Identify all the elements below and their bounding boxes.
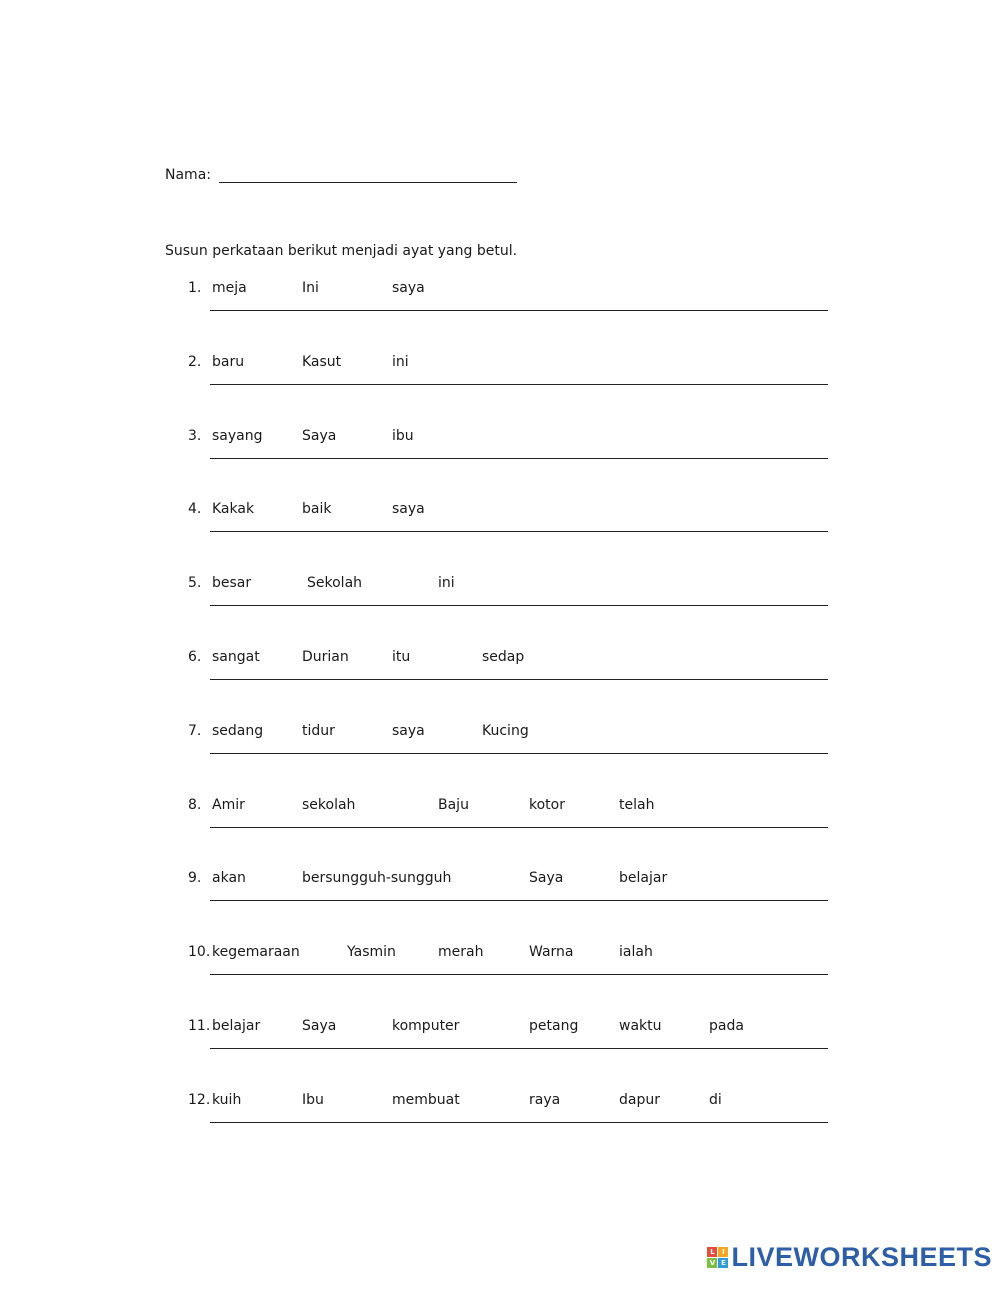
question-item — [0, 1018, 1000, 1058]
answer-line[interactable] — [210, 753, 828, 754]
scrambled-word: kegemaraan — [212, 944, 300, 961]
scrambled-word: ibu — [392, 427, 414, 444]
logo-block: I — [718, 1247, 728, 1257]
scrambled-word: pada — [709, 1018, 744, 1034]
scrambled-word: meja — [212, 280, 247, 296]
scrambled-word: Saya — [302, 1018, 337, 1034]
scrambled-word: Amir — [212, 796, 245, 813]
scrambled-word: ini — [392, 353, 409, 370]
scrambled-word: kotor — [529, 796, 565, 813]
scrambled-word: Yasmin — [347, 944, 396, 961]
scrambled-word: dapur — [619, 1091, 660, 1108]
question-item — [0, 797, 1000, 837]
scrambled-word: Durian — [302, 649, 349, 665]
answer-line[interactable] — [210, 900, 828, 901]
scrambled-word: sayang — [212, 427, 263, 444]
question-number: 10. — [188, 944, 211, 961]
scrambled-word: belajar — [212, 1018, 261, 1034]
logo-blocks-icon — [707, 1247, 728, 1268]
scrambled-word: telah — [619, 796, 655, 813]
scrambled-word: sangat — [212, 649, 260, 665]
scrambled-word: Ini — [302, 280, 319, 296]
scrambled-word: sekolah — [302, 796, 356, 813]
scrambled-word: baru — [212, 353, 245, 370]
answer-line[interactable] — [210, 1048, 828, 1049]
scrambled-word: komputer — [392, 1018, 460, 1034]
name-label: Nama: — [165, 167, 211, 183]
scrambled-word: Kasut — [302, 353, 342, 370]
scrambled-word: tidur — [302, 722, 335, 739]
question-item — [0, 1092, 1000, 1132]
scrambled-word: sedap — [482, 649, 525, 665]
question-number: 1. — [188, 280, 202, 296]
name-row — [165, 166, 517, 183]
question-number: 9. — [188, 870, 202, 887]
question-number: 12. — [188, 1091, 211, 1108]
question-number: 3. — [188, 427, 202, 444]
question-item — [0, 280, 1000, 320]
scrambled-word: kuih — [212, 1091, 242, 1108]
logo-block: E — [718, 1258, 728, 1268]
scrambled-word: saya — [392, 280, 425, 296]
question-number: 11. — [188, 1018, 211, 1034]
scrambled-word: baik — [302, 501, 332, 518]
question-number: 6. — [188, 649, 202, 665]
scrambled-word: raya — [529, 1091, 561, 1108]
logo-block: L — [707, 1247, 717, 1257]
liveworksheets-logo — [707, 1242, 992, 1273]
scrambled-word: akan — [212, 870, 246, 887]
scrambled-word: petang — [529, 1018, 579, 1034]
answer-line[interactable] — [210, 974, 828, 975]
scrambled-word: Kakak — [212, 501, 255, 518]
scrambled-word: belajar — [619, 870, 668, 887]
answer-line[interactable] — [210, 384, 828, 385]
instruction-text: Susun perkataan berikut menjadi ayat yang betul. — [165, 243, 518, 259]
scrambled-word: besar — [212, 575, 252, 592]
scrambled-word: waktu — [619, 1018, 662, 1034]
name-input-line[interactable] — [219, 166, 517, 183]
answer-line[interactable] — [210, 679, 828, 680]
scrambled-word: Kucing — [482, 722, 529, 739]
answer-line[interactable] — [210, 1122, 828, 1123]
scrambled-word: Ibu — [302, 1091, 324, 1108]
question-item — [0, 944, 1000, 984]
question-number: 4. — [188, 501, 202, 518]
question-number: 2. — [188, 353, 202, 370]
logo-text: LIVEWORKSHEETS — [731, 1242, 992, 1272]
question-item — [0, 428, 1000, 468]
answer-line[interactable] — [210, 605, 828, 606]
logo-block: V — [707, 1258, 717, 1268]
scrambled-word: Saya — [302, 427, 337, 444]
scrambled-word: ini — [438, 575, 455, 592]
scrambled-word: Sekolah — [307, 575, 363, 592]
answer-line[interactable] — [210, 827, 828, 828]
question-item — [0, 870, 1000, 910]
scrambled-word: ialah — [619, 944, 653, 961]
scrambled-word: Baju — [438, 796, 469, 813]
answer-line[interactable] — [210, 310, 828, 311]
scrambled-word: Saya — [529, 870, 564, 887]
scrambled-word: saya — [392, 501, 425, 518]
question-number: 8. — [188, 796, 202, 813]
answer-line[interactable] — [210, 531, 828, 532]
scrambled-word: itu — [392, 649, 411, 665]
answer-line[interactable] — [210, 458, 828, 459]
question-item — [0, 354, 1000, 394]
scrambled-word: membuat — [392, 1091, 460, 1108]
question-item — [0, 723, 1000, 763]
question-item — [0, 575, 1000, 615]
question-item — [0, 649, 1000, 689]
scrambled-word: sedang — [212, 722, 264, 739]
question-number: 7. — [188, 722, 202, 739]
question-number: 5. — [188, 575, 202, 592]
scrambled-word: bersungguh-sungguh — [302, 870, 452, 887]
scrambled-word: saya — [392, 722, 425, 739]
question-item — [0, 501, 1000, 541]
scrambled-word: di — [709, 1091, 722, 1108]
scrambled-word: Warna — [529, 944, 574, 961]
scrambled-word: merah — [438, 944, 484, 961]
